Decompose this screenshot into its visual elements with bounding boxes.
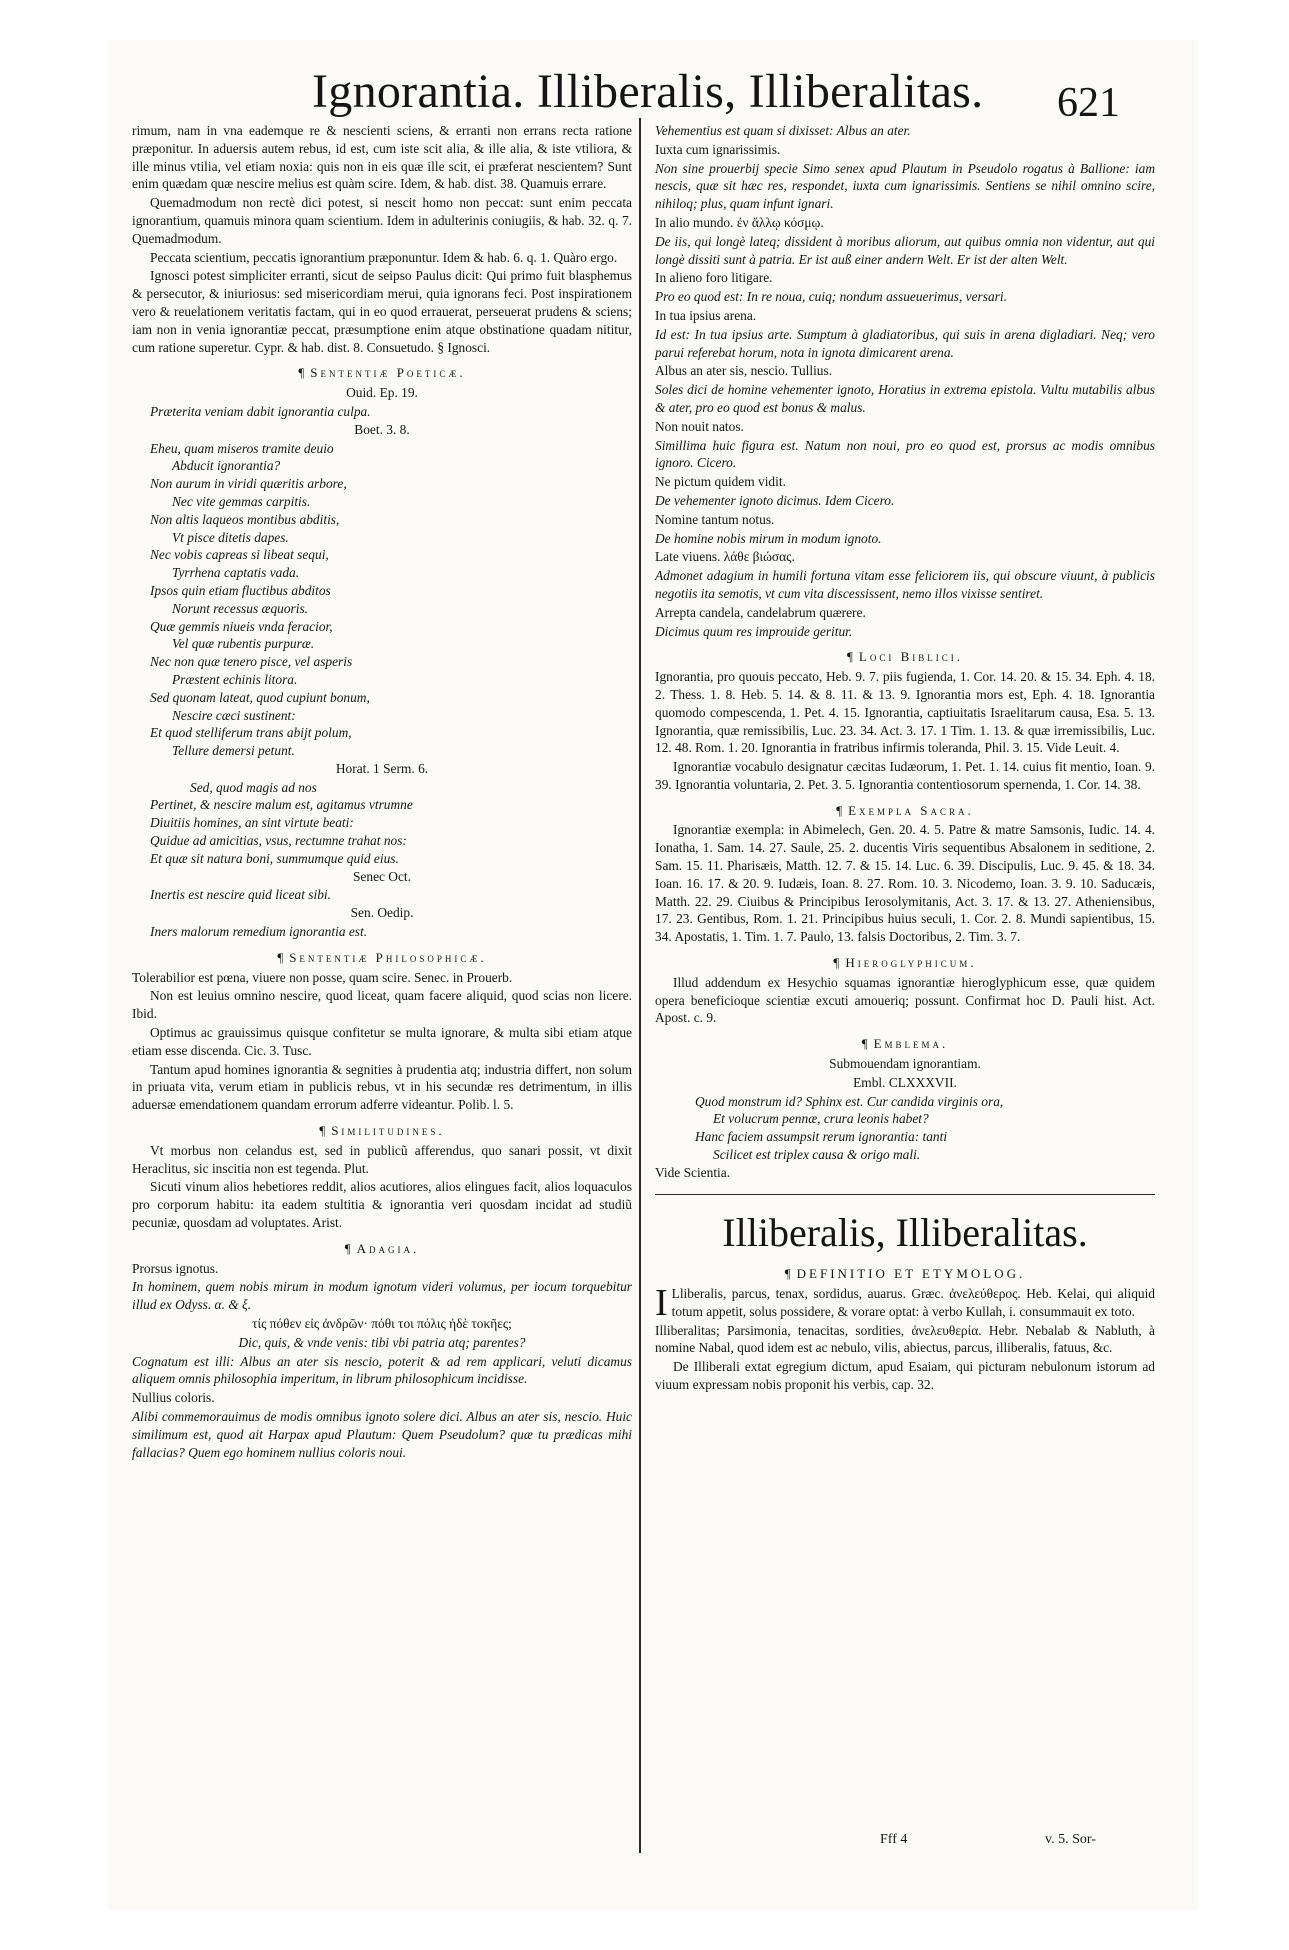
- section-heading-sacra: ¶ Exempla Sacra.: [836, 802, 974, 818]
- signature-mark: Fff 4: [880, 1832, 908, 1847]
- verse-line: Norunt recessus æquoris.: [172, 600, 309, 616]
- verse-line: Hanc faciem assumpsit rerum ignorantia: tanti: [695, 1129, 948, 1145]
- body-paragraph: In hominem, quem nobis mirum in modum ignotum videri volumus, per iocum torquebitur illud ex Odyss. α. & ξ.: [132, 1279, 632, 1313]
- entry-title-illiberalis: Illiberalis, Illiberalitas.: [722, 1210, 1088, 1256]
- body-paragraph: I Lliberalis, parcus, tenax, sordidus, auarus. Græc. ἀνελεύθερος. Heb. Kelai, qui aliquid totum appetit, solus possidere, & vorare optat: à verbo Kullah, i. consummauit ex toto.: [655, 1281, 1155, 1324]
- section-heading-definitio: ¶ DEFINITIO ET ETYMOLOG.: [784, 1266, 1026, 1282]
- section-heading-biblici: ¶ Loci Biblici.: [847, 649, 963, 665]
- verse-line: Quod monstrum id? Sphinx est. Cur candida virginis ora,: [695, 1093, 1004, 1109]
- source-reference: Boet. 3. 8.: [354, 421, 410, 437]
- adage-title: Nullius coloris.: [132, 1390, 215, 1406]
- adage-title: Non nouit natos.: [655, 418, 744, 434]
- body-paragraph: Tolerabilior est pœna, viuere non posse, quam scire. Senec. in Prouerb.: [132, 969, 513, 985]
- paragraph-mark-icon: ¶: [344, 1240, 351, 1256]
- section-heading-emblema: ¶ Emblema.: [861, 1036, 949, 1052]
- paragraph-mark-icon: ¶: [277, 949, 284, 965]
- body-paragraph: Id est: In tua ipsius arte. Sumptum à gladiatoribus, qui suis in arena digladiari. Neq; vero parui referebat horum, nota in ignota dimicarent arena.: [655, 326, 1155, 360]
- body-paragraph: Cognatum est illi: Albus an ater sis nescio, poterit & ad rem applicari, veluti dicamus aliquem omnis philosophia imperitum, in librum philosophicum incidisse.: [132, 1353, 632, 1387]
- paragraph-mark-icon: ¶: [319, 1123, 326, 1139]
- verse-line: Vt pisce ditetis dapes.: [172, 529, 289, 545]
- verse-line: Non aurum in viridi quæritis arbore,: [150, 476, 347, 492]
- verse-line: Tellure demersi petunt.: [172, 743, 295, 759]
- body-paragraph: De homine nobis mirum in modum ignoto.: [655, 530, 882, 546]
- paragraph-mark-icon: ¶: [833, 955, 840, 971]
- body-paragraph: Non sine prouerbij specie Simo senex apud Plautum in Pseudolo rogatus à Ballione: iam nescis, quæ sit hæc res, respondet, iuxta cum ignarissimis. Sentiens se nihil omnino scire, nihiloq; plus, quam infunt ignari.: [655, 160, 1155, 212]
- body-paragraph: Non est leuius omnino nescire, quod liceat, quam facere aliquid, quod scias non licere. Ibid.: [132, 988, 632, 1022]
- body-paragraph: Ignosci potest simpliciter erranti, sicut de seipso Paulus dicit: Qui primo fuit blasphemus & persecutor, & iniuriosus: sed misericordiam merui, quia ignorans feci. Post inspirationem vero & reuelationem veritatis factam, qui in eo quod errauerat, perseuerat prudens & sciens; iam non in venia ignorantiæ peccat, præsumptione enim atque obstinatione quadam nititur, cum ratione superetur. Cypr. & hab. dist. 8. Consuetudo. § Ignosci.: [132, 268, 632, 355]
- verse-line: Vel quæ rubentis purpuræ.: [172, 636, 315, 652]
- source-reference: Ouid. Ep. 19.: [346, 385, 418, 401]
- body-paragraph: Peccata scientium, peccatis ignorantium præponuntur. Idem & hab. 6. q. 1. Quàro ergo.: [150, 249, 618, 265]
- body-paragraph: Dicimus quum res improuide geritur.: [655, 623, 853, 639]
- section-heading-poetica: ¶ Sententiæ Poeticæ.: [298, 365, 466, 381]
- adage-title: Iuxta cum ignarissimis.: [655, 141, 781, 157]
- body-paragraph: Soles dici de homine vehementer ignoto, Horatius in extrema epistola. Vultu mutabilis albus & ater, pro eo quod est bonus & malus.: [655, 382, 1155, 415]
- cross-reference: Vide Scientia.: [655, 1164, 731, 1180]
- section-heading-adagia: ¶ Adagia.: [344, 1240, 420, 1256]
- verse-line: Nec non quæ tenero pisce, vel asperis: [150, 654, 353, 670]
- verse-line: Diuitiis homines, an sint virtute beati:: [150, 815, 354, 831]
- page-number: 621: [1057, 80, 1120, 126]
- paragraph-mark-icon: ¶: [861, 1036, 868, 1052]
- body-paragraph: Vehementius est quam si dixisset: Albus an ater.: [655, 123, 911, 138]
- body-paragraph: Alibi commemorauimus de modis omnibus ignoto solere dici. Albus an ater sis, nescio. Huic similimum est, quod ait Harpax apud Plautum: Quem Pseudolum? quæ tu prædicas mihi fallacias? Quem ego hominem nullius coloris noui.: [132, 1408, 632, 1460]
- right-column: [655, 122, 1155, 1395]
- verse-line: Dic, quis, & vnde venis: tibi vbi patria atq; parentes?: [238, 1334, 526, 1350]
- verse-line: Pertinet, & nescire malum est, agitamus vtrumne: [150, 797, 413, 813]
- verse-line: Sed, quod magis ad nos: [190, 779, 317, 795]
- body-paragraph: Illud addendum ex Hesychio squamas ignorantiæ hieroglyphicum esse, quæ quidem opera beneficioque scientiæ excuti amoueriq; possunt. Confirmat hoc D. Pauli hist. Act. Apost. c. 9.: [655, 974, 1155, 1026]
- section-heading-philosophicae: ¶ Sententiæ Philosophicæ.: [277, 949, 487, 965]
- verse-line: Nec vobis capreas si libeat sequi,: [150, 547, 329, 563]
- adage-title: Arrepta candela, candelabrum quærere.: [655, 604, 866, 620]
- verse-line: Inertis est nescire quid liceat sibi.: [150, 887, 331, 903]
- adage-title: Prorsus ignotus.: [132, 1260, 219, 1276]
- body-paragraph: Ignorantiæ exempla: in Abimelech, Gen. 20. 4. 5. Patre & matre Samsonis, Iudic. 14. 4. Ionatha, 1. Sam. 14. 27. Saule, 25. 2. ducentis Viris sequentibus Absalonem in seditione, 2. Sam. 15. 11. Pharisæis, Matth. 12. 7. & 15. 14. Luc. 6. 39. Discipulis, Luc. 9. 45. & 18. 34. Ioan. 16. 17. & 20. 9. Iudæis, Ioan. 8. 27. Rom. 10. 3. Nicodemo, Ioan. 3. 9. 10. Saducæis, Matth. 22. 29. Ciuibus & Principibus Ierosolymitanis, Act. 3. 17. & 13. 27. Atheniensibus, 17. 23. Gentibus, Rom. 1. 21. Principibus huius seculi, 1. Cor. 2. 8. Mundi sapientibus, 15. 34. Apostatis, 1. Tim. 1. 7. Paulo, 13. falsis Doctoribus, 2. Tim. 3. 7.: [655, 822, 1155, 945]
- verse-line: Eheu, quam miseros tramite deuio: [150, 440, 334, 456]
- verse-line: Ipsos quin etiam fluctibus abditos: [150, 582, 331, 598]
- source-reference: Horat. 1 Serm. 6.: [335, 760, 429, 776]
- drop-cap: I: [655, 1281, 668, 1324]
- verse-line: Scilicet est triplex causa & origo mali.: [713, 1147, 921, 1163]
- verse-line: Et quod stelliferum trans abijt polum,: [150, 725, 352, 741]
- body-paragraph: Quemadmodum non rectè dici potest, si nescit homo non peccat: sunt enim peccata ignorantium, quamuis minora quam scientium. Idem in adulterinis coniugiis, & hab. 32. q. 7. Quemadmodum.: [132, 195, 632, 246]
- verse-line: Et quæ sit natura boni, summumque quid eius.: [150, 850, 399, 866]
- adage-title: In alieno foro litigare.: [655, 270, 773, 286]
- adage-title: In alio mundo. ἐν ἄλλῳ κόσμῳ.: [655, 214, 824, 230]
- body-paragraph: Sicuti vinum alios hebetiores reddit, alios acutiores, alios elingues facit, alios loquaculos pro corporum habitu: ita eadem stultitia & ignorantia veri quosdam incidat ad studiũ pecuniæ, quosdam ad voluptates. Arist.: [132, 1179, 632, 1231]
- verse-line: Nescire cæci sustinent:: [172, 707, 296, 723]
- adage-title: In tua ipsius arena.: [655, 307, 757, 323]
- body-paragraph: De Illiberali extat egregium dictum, apud Esaiam, qui picturam nebulonum istorum ad viuum expressam nobis proponit his verbis, cap. 32.: [655, 1359, 1155, 1392]
- adage-title: Albus an ater sis, nescio. Tullius.: [655, 363, 833, 379]
- emblem-motto: Submouendam ignorantiam.: [829, 1056, 981, 1072]
- body-paragraph: Simillima huic figura est. Natum non noui, pro eo quod est, prorsus ac modis omnibus ignoro. Cicero.: [655, 437, 1155, 471]
- body-paragraph: Vt morbus non celandus est, sed in publicũ afferendus, quo sanari possit, vt dixit Heraclitus, sic inscitia non est tegenda. Plut.: [132, 1142, 632, 1176]
- section-rule: [655, 1194, 1155, 1196]
- body-paragraph: Admonet adagium in humili fortuna vitam esse feliciorem iis, qui obscure viuunt, à publicis negotiis ita semotis, vt cum vita discessissent, nemo illos vixisse sentiret.: [655, 568, 1155, 601]
- verse-line: Quidue ad amicitias, vsus, rectumne trahat nos:: [150, 833, 407, 849]
- body-paragraph: Optimus ac grauissimus quisque confitetur se multa ignorare, & multa sibi etiam atque etiam esse discenda. Cic. 3. Tusc.: [132, 1025, 632, 1058]
- verse-line: Abducit ignorantia?: [172, 458, 281, 474]
- body-paragraph: De vehementer ignoto dicimus. Idem Cicero.: [655, 492, 895, 508]
- section-heading-similitudines: ¶ Similitudines.: [319, 1123, 445, 1139]
- verse-line: Præstent echinis litora.: [172, 671, 298, 687]
- verse-line: Sed quonam lateat, quod cupiunt bonum,: [150, 689, 370, 705]
- body-paragraph: Ignorantiæ vocabulo designatur cæcitas Iudæorum, 1. Pet. 1. 14. cuius fit mentio, Ioan. 9. 39. Ignorantia voluntaria, 2. Pet. 3. 5. Ignorantia contentiosorum spernenda, 1. Cor. 14. 38.: [655, 759, 1155, 792]
- paragraph-mark-icon: ¶: [836, 802, 843, 818]
- emblem-number: Embl. CLXXXVII.: [853, 1074, 957, 1090]
- body-paragraph: Pro eo quod est: In re noua, cuiq; nondum assueuerimus, versari.: [655, 289, 1007, 305]
- greek-verse: τίς πόθεν εἰς ἀνδρῶν· πόθι τοι πόλις ἠδὲ τοκῆες;: [252, 1316, 512, 1331]
- verse-line: Tyrrhena captatis vada.: [172, 565, 300, 581]
- verse-line: Non altis laqueos montibus abditis,: [150, 511, 340, 527]
- source-reference: Senec Oct.: [352, 868, 411, 884]
- verse-line: Quæ gemmis niueis vnda feracior,: [150, 618, 333, 634]
- verse-line: Nec vite gemmas carpitis.: [172, 493, 311, 509]
- body-paragraph: Tantum apud homines ignorantia & segnities à prudentia atq; industria differt, non solum in priuata vita, verum etiam in publicis rebus, vt in his secundæ res detrimentum, in illis aduersæ emendationem quandam errorum adferre videantur. Polib. l. 5.: [132, 1061, 632, 1113]
- body-paragraph: Illiberalitas; Parsimonia, tenacitas, sordities, ἀνελευθερία. Hebr. Nebalab & Nabluth, à nomine Nabal, quod idem est ac nebulo, vilis, abiectus, parcus, illiberalis, fatuus, &c.: [655, 1322, 1155, 1356]
- adage-title: Nomine tantum notus.: [655, 511, 775, 527]
- verse-line: Et volucrum pennæ, crura leonis habet?: [713, 1111, 929, 1127]
- column-divider: [639, 118, 641, 1853]
- verse-line: Iners malorum remedium ignorantia est.: [150, 924, 368, 940]
- section-heading-hieroglyphicum: ¶ Hieroglyphicum.: [833, 955, 977, 971]
- paragraph-mark-icon: ¶: [784, 1266, 791, 1282]
- adage-title: Late viuens. λάθε βιώσας.: [655, 549, 795, 565]
- body-paragraph: Ignorantia, pro quouis peccato, Heb. 9. 7. piis fugienda, 1. Cor. 14. 20. & 15. 34. Eph. 4. 18. 2. Thess. 1. 8. Heb. 5. 14. & 8. 11. & 13. 9. Ignorantia mors est, Eph. 4. 18. Ignorantia quomodo compescenda, 1. Pet. 4. 15. Ignorantia, captiuitatis Israelitarum causa, Esa. 5. 13. Ignorantia, quæ remissibilis, Luc. 23. 34. Act. 3. 17. 1 Tim. 1. 13. & quæ irremissibilis, Luc. 12. 48. Rom. 1. 20. Ignorantia in fratribus infirmis toleranda, Phil. 3. 15. Vide Leuit. 4.: [655, 669, 1155, 756]
- running-title: Ignorantia. Illiberalis, Illiberalitas.: [312, 65, 984, 118]
- left-column: [132, 122, 632, 1462]
- paragraph-mark-icon: ¶: [847, 649, 853, 665]
- adage-title: Ne pictum quidem vidit.: [655, 474, 786, 490]
- paragraph-mark-icon: ¶: [298, 365, 305, 381]
- body-paragraph: rimum, nam in vna eademque re & nescienti sciens, & erranti non errans recta ratione præponitur. In aduersis autem rebus, id est, cum iste scit alia, & ille alia, & iste vtiliora, & ille minus vtilia, vel etiam noxia: quis non in eis quæ ille scit, ei præferat nescientem? Sunt enim quædam quæ nescire melius est quàm scire. Idem, & hab. dist. 38. Quamuis errare.: [132, 123, 632, 192]
- body-paragraph: De iis, qui longè lateq; dissident à moribus aliorum, aut quibus omnia non videntur, aut qui longè dissiti sunt à patria. Er ist auß einer andern Welt. Er ist der alten Welt.: [655, 233, 1155, 267]
- catchword: v. 5. Sor-: [1045, 1832, 1096, 1847]
- verse-line: Præterita veniam dabit ignorantia culpa.: [150, 403, 371, 419]
- source-reference: Sen. Oedip.: [350, 905, 414, 921]
